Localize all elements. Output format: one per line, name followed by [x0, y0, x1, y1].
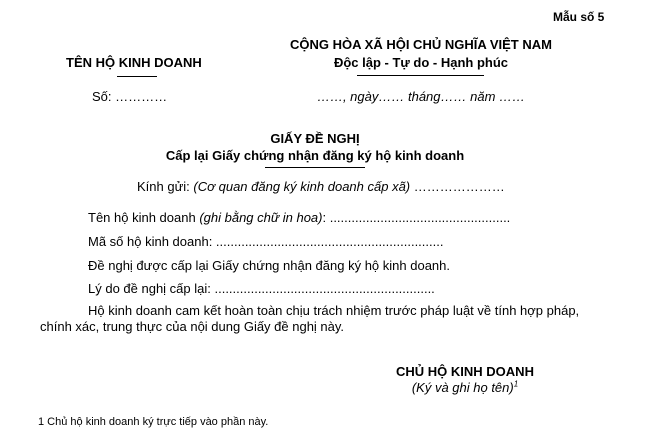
commitment-line-2: chính xác, trung thực của nội dung Giấy đề nghị này. — [40, 319, 345, 334]
signature-hint-line — [370, 380, 560, 395]
business-name-hint: (ghi bằng chữ in hoa) — [199, 210, 323, 225]
business-code-line: Mã số hộ kinh doanh: ............................................................... — [88, 234, 444, 249]
business-name-line — [88, 210, 510, 225]
country-name: CỘNG HÒA XÃ HỘI CHỦ NGHĨA VIỆT NAM — [290, 37, 552, 52]
recipient-line — [137, 179, 505, 194]
signature-title: CHỦ HỘ KINH DOANH — [396, 364, 534, 379]
document-title: GIẤY ĐỀ NGHỊ — [270, 131, 360, 146]
number-label: Số: — [92, 89, 112, 104]
national-motto: Độc lập - Tự do - Hạnh phúc — [333, 55, 509, 70]
commitment-line-1: Hộ kinh doanh cam kết hoàn toàn chịu trách nhiệm trước pháp luật về tính hợp pháp, — [88, 303, 580, 318]
title-underline — [265, 167, 365, 168]
form-number: Mẫu số 5 — [553, 10, 605, 24]
recipient-dots: ………………… — [410, 179, 505, 194]
signature-hint: (Ký và ghi họ tên) — [411, 380, 514, 395]
business-name-label: Tên hộ kinh doanh — [88, 210, 196, 225]
recipient-hint: (Cơ quan đăng ký kinh doanh cấp xã) — [193, 179, 411, 194]
motto-underline — [357, 75, 484, 76]
business-name-underline — [117, 76, 157, 77]
recipient-label: Kính gửi: — [137, 179, 190, 194]
date-line: ……, ngày…… tháng…… năm …… — [316, 89, 526, 104]
number-dots: ………… — [115, 89, 168, 104]
document-subtitle: Cấp lại Giấy chứng nhận đăng ký hộ kinh doanh — [165, 148, 465, 163]
business-name-dots: : .................................................. — [322, 210, 511, 225]
reason-line: Lý do đề nghị cấp lại: ............................................................. — [88, 281, 435, 296]
footnote: 1 Chủ hộ kinh doanh ký trực tiếp vào phần này. — [38, 416, 269, 428]
footnote-reference: 1 — [513, 379, 519, 389]
request-statement: Đề nghị được cấp lại Giấy chứng nhận đăng ký hộ kinh doanh. — [88, 258, 450, 273]
business-name-heading: TÊN HỘ KINH DOANH — [66, 55, 202, 70]
document-number — [92, 89, 167, 104]
